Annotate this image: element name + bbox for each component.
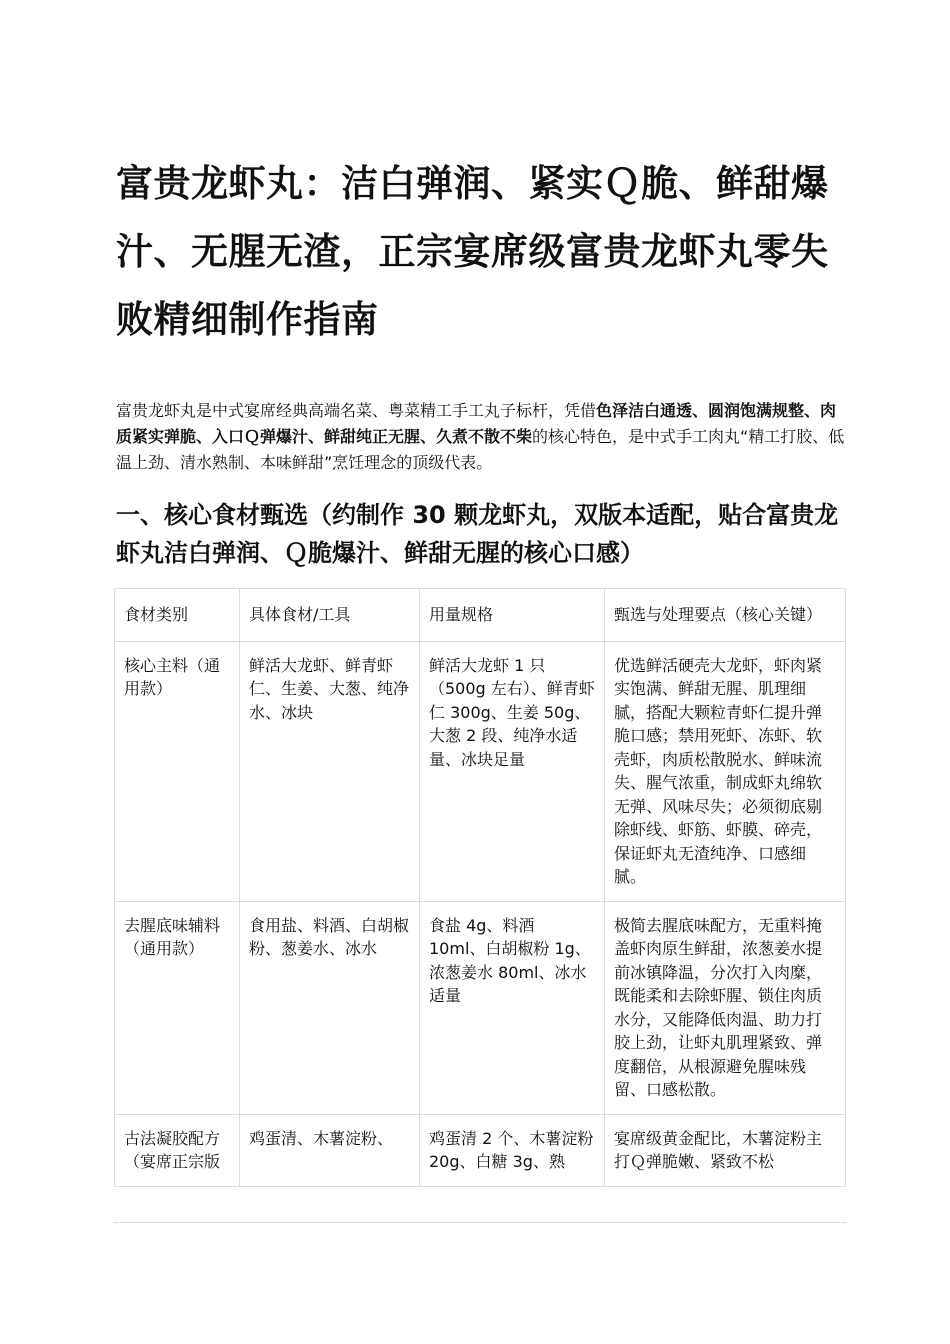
table-cell-items: 鲜活大龙虾、鲜青虾仁、生姜、大葱、纯净水、冰块 (240, 641, 420, 901)
table-cell-category: 古法凝胶配方（宴席正宗版 (115, 1114, 240, 1186)
table-cell-amount: 鸡蛋清 2 个、木薯淀粉 20g、白糖 3g、熟 (420, 1114, 605, 1186)
table-header-cell: 用量规格 (420, 589, 605, 642)
table-cell-notes: 极简去腥底味配方，无重料掩盖虾肉原生鲜甜，浓葱姜水提前冰镇降温，分次打入肉糜，既能柔和去除虾腥、锁住肉质水分，又能降低肉温、助力打胶上劲，让虾丸肌理紧致、弹度翻倍，从根源避免腥味残留、口感松散。 (605, 901, 846, 1114)
table-row (115, 1114, 846, 1186)
intro-highlight: 色泽洁白通透、圆润饱满规整、肉质紧实弹脆、入口Ｑ弹爆汁、鲜甜纯正无腥、久煮不散不柴 (116, 401, 837, 446)
table-cell-category: 核心主料（通用款） (115, 641, 240, 901)
table-cell-amount: 鲜活大龙虾 1 只（500g 左右）、鲜青虾仁 300g、生姜 50g、大葱 2 段、纯净水适量、冰块足量 (420, 641, 605, 901)
table-header-cell: 食材类别 (115, 589, 240, 642)
table-header-cell: 具体食材/工具 (240, 589, 420, 642)
table-header-row (115, 589, 846, 642)
section-heading-ingredients: 一、核心食材甄选（约制作 30 颗龙虾丸，双版本适配，贴合富贵龙虾丸洁白弹润、Ｑ脆爆汁、鲜甜无腥的核心口感） (116, 501, 839, 567)
table-cell-notes: 优选鲜活硬壳大龙虾，虾肉紧实饱满、鲜甜无腥、肌理细腻，搭配大颗粒青虾仁提升弹脆口感；禁用死虾、冻虾、软壳虾，肉质松散脱水、鲜味流失、腥气浓重，制成虾丸绵软无弹、风味尽失；必须彻底剔除虾线、虾筋、虾膜、碎壳，保证虾丸无渣纯净、口感细腻。 (605, 641, 846, 901)
table-cell-amount: 食盐 4g、料酒 10ml、白胡椒粉 1g、浓葱姜水 80ml、冰水适量 (420, 901, 605, 1114)
table-cell-items: 鸡蛋清、木薯淀粉、 (240, 1114, 420, 1186)
document-page (116, 150, 846, 572)
intro-text-2: 的核心特色，是中式手工肉丸“精工打胶、低温上劲、清水熟制、本味鲜甜”烹饪理念的顶级代表。 (116, 427, 845, 472)
table-cell-notes: 宴席级黄金配比，木薯淀粉主打Ｑ弹脆嫩、紧致不松 (605, 1114, 846, 1186)
table-cell-category: 去腥底味辅料（通用款） (115, 901, 240, 1114)
document-title: 富贵龙虾丸：洁白弹润、紧实Ｑ脆、鲜甜爆汁、无腥无渣，正宗宴席级富贵龙虾丸零失败精细制作指南 (116, 162, 829, 341)
ingredients-table (114, 588, 846, 1187)
table-row (115, 901, 846, 1114)
ingredients-table-container (114, 588, 846, 1223)
intro-text-1: 富贵龙虾丸是中式宴席经典高端名菜、粤菜精工手工丸子标杆，凭借 (116, 401, 597, 420)
intro-paragraph (116, 398, 846, 476)
table-cell-items: 食用盐、料酒、白胡椒粉、葱姜水、冰水 (240, 901, 420, 1114)
table-row (115, 641, 846, 901)
table-header-cell: 甄选与处理要点（核心关键） (605, 589, 846, 642)
